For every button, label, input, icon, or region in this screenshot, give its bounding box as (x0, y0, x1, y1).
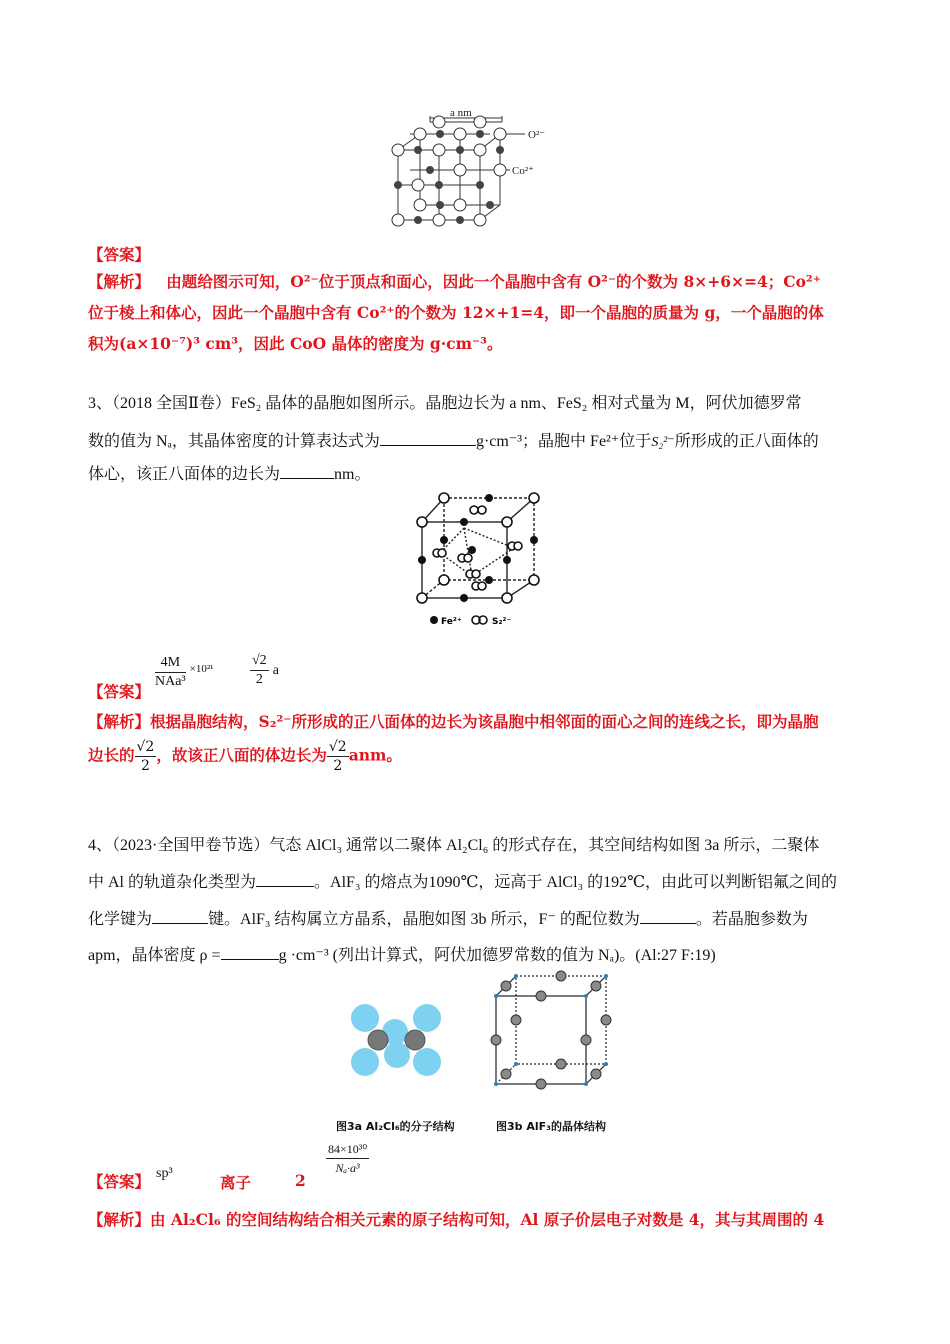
q4-line3-a: 化学键为 (88, 911, 153, 928)
q3-answer1-den: NAa³ (155, 674, 186, 689)
q3-line2-c: 所形成的正八面体的 (674, 433, 819, 450)
q3-line2-a: 数的值为 Nₐ，其晶体密度的计算表达式为 (88, 433, 380, 450)
q4-line2-b: 。AlF₃ 的熔点为1090℃，远高于 AlCl₃ 的192℃，由此可以判断铝氟之间的 (314, 874, 837, 891)
q3-analysis-frac1-num: √2 (136, 739, 155, 755)
q3-answer2 (250, 652, 279, 689)
q4-line4-b: g ·cm⁻³ (列出计算式，阿伏加德罗常数的值为 Nₐ)。(Al:27 F:19) (278, 947, 716, 964)
q3-line3-b: nm。 (334, 466, 371, 483)
q4-line4-a: apm，晶体密度 ρ = (88, 947, 221, 964)
q3-analysis-frac1-den: 2 (140, 758, 150, 774)
q4-line3-b: 键。AlF₃ 结构属立方晶系，晶胞如图 3b 所示，F⁻ 的配位数为 (208, 911, 640, 928)
q4-answer2: 离子 (220, 1173, 252, 1192)
q3-analysis-label: 【解析】 (88, 712, 151, 731)
q3-line2-b: g·cm⁻³；晶胞中 Fe²⁺位于 (475, 433, 652, 450)
q3-analysis-text1: 根据晶胞结构，S₂²⁻所形成的正八面体的边长为该晶胞中相邻面的面心之间的连线之长，即为晶胞 (150, 712, 819, 731)
fig1-label-a: a nm (450, 110, 472, 119)
fes2-legend-s: S₂²⁻ (492, 617, 512, 627)
q4-answer-label: 【答案】 (88, 1172, 151, 1191)
q3-blank-density[interactable] (380, 431, 476, 446)
fig1-label-co: Co²⁺ (512, 165, 534, 177)
q4-line3 (88, 906, 808, 929)
coo-crystal-figure (380, 110, 580, 230)
q3-answer2-tail: a (272, 663, 279, 679)
q3-line2 (88, 428, 819, 451)
q4-line4 (88, 942, 716, 965)
q3-answer-label: 【答案】 (88, 682, 151, 701)
q4-blank-coord[interactable] (640, 909, 696, 924)
q4-answer4 (326, 1140, 369, 1177)
q2-analysis-line3: 积为(a×10⁻⁷)³ cm³，因此 CoO 晶体的密度为 g·cm⁻³。 (88, 334, 503, 353)
q4-analysis-text1: 由 Al₂Cl₆ 的空间结构结合相关元素的原子结构可知，Al 原子价层电子对数是 4，其与其周围的 4 (150, 1210, 825, 1229)
q4-answer4-den: Nₐ·a³ (335, 1161, 360, 1175)
fes2-legend-fe: Fe²⁺ (441, 617, 462, 627)
q4-answer4-num: 84×10³⁰ (326, 1140, 369, 1159)
q4-answer3: 2 (295, 1171, 306, 1190)
alf3-crystal-figure (488, 966, 618, 1126)
q2-analysis-label: 【解析】 (88, 272, 151, 291)
q3-analysis-line2 (88, 738, 402, 775)
q3-analysis-frac2-den: 2 (333, 758, 343, 774)
q4-answer1: sp³ (156, 1166, 173, 1181)
q3-line3-a: 体心，该正八面体的边长为 (88, 466, 281, 483)
q2-analysis-text1: 由题给图示可知，O²⁻位于顶点和面心，因此一个晶胞中含有 O²⁻的个数为 8×+6×=4；Co²⁺ (166, 272, 821, 291)
al2cl6-molecule-figure (345, 1000, 445, 1110)
q3-answer2-den: 2 (255, 672, 263, 687)
q4-blank-density[interactable] (221, 945, 279, 960)
q3-analysis-line2-c: anm。 (348, 745, 402, 765)
q4-blank-bond[interactable] (152, 909, 208, 924)
q4-analysis-label: 【解析】 (88, 1210, 151, 1229)
q3-analysis-line2-b: ，故该正八面的体边长为 (156, 745, 327, 765)
q4-line1: 4、（2023·全国甲卷节选）气态 AlCl₃ 通常以二聚体 Al₂Cl₆ 的形式存在，其空间结构如图 3a 所示，二聚体 (88, 837, 820, 854)
q3-analysis-line1 (88, 710, 818, 732)
fig3b-caption: 图3b AlF₃的晶体结构 (496, 1120, 606, 1133)
q2-analysis-line1 (88, 270, 821, 292)
q3-analysis-line2-a: 边长的 (88, 745, 135, 765)
fig3a-caption: 图3a Al₂Cl₆的分子结构 (336, 1120, 455, 1133)
fig1-label-o: O²⁻ (528, 129, 546, 141)
q3-answer1 (155, 654, 213, 691)
q2-answer-label: 【答案】 (88, 245, 151, 264)
q3-line3 (88, 461, 370, 484)
q2-analysis-line2: 位于棱上和体心，因此一个晶胞中含有 Co²⁺的个数为 12×+1=4，即一个晶胞的质量为 g，一个晶胞的体 (88, 303, 824, 322)
fes2-crystal-figure (412, 488, 547, 628)
q3-blank-edge[interactable] (280, 464, 334, 479)
q3-answer2-num: √2 (250, 652, 269, 671)
q3-answer1-exp: ×10²¹ (189, 663, 214, 676)
q4-line3-c: 。若晶胞参数为 (695, 911, 808, 928)
q4-line2-a: 中 Al 的轨道杂化类型为 (88, 874, 257, 891)
q3-line2-ion: S₂²⁻ (651, 435, 675, 450)
q4-line2 (88, 869, 837, 892)
q3-answer1-num: 4M (155, 654, 186, 673)
q4-blank-hybrid[interactable] (256, 872, 314, 887)
q3-analysis-frac2-num: √2 (328, 739, 347, 755)
q4-analysis-line1 (88, 1208, 824, 1230)
q3-line1: 3、（2018 全国Ⅱ卷）FeS₂ 晶体的晶胞如图所示。晶胞边长为 a nm、FeS₂ 相对式量为 M，阿伏加德罗常 (88, 395, 802, 412)
